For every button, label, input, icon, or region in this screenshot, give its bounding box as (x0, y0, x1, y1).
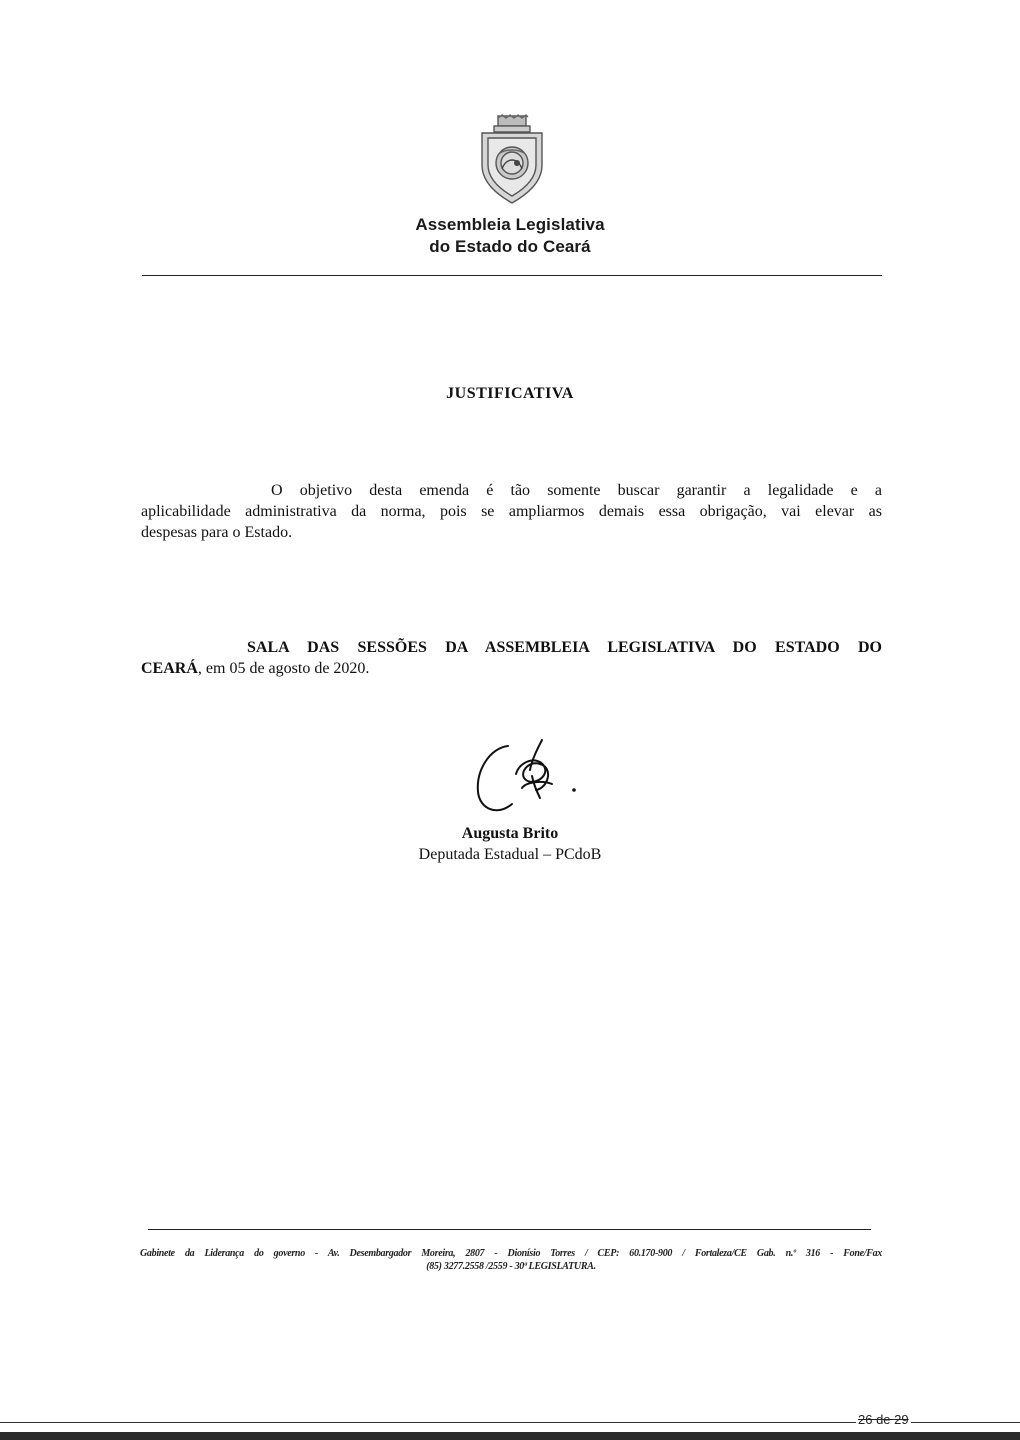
footer-divider (148, 1229, 871, 1230)
page-number: 26 de 29 (858, 1412, 909, 1427)
viewer-bottom-bar (0, 1432, 1020, 1440)
session-paragraph (141, 637, 882, 679)
header-title-line2: do Estado do Ceará (429, 237, 591, 256)
paragraph-line: despesas para o Estado. (141, 524, 293, 541)
paragraph-line: O objetivo desta emenda é tão somente buscar garantir a legalidade e a (271, 482, 882, 499)
justification-paragraph (141, 480, 882, 543)
header-divider (142, 275, 882, 276)
coat-of-arms-icon (476, 113, 548, 205)
signer-name: Augusta Brito (461, 825, 559, 842)
footer-address: Gabinete da Liderança do governo - Av. Desembargador Moreira, 2807 - Dionísio Torres / CEP: 60.170-900 / Fortaleza/CE Gab. n.º 316 - Fone/Fax (140, 1248, 882, 1259)
session-date-line (141, 658, 882, 679)
paragraph-line: aplicabilidade administrativa da norma, pois se ampliarmos demais essa obrigação, vai elevar as (141, 503, 882, 520)
header-title-line1: Assembleia Legislativa (415, 215, 605, 234)
session-place: CEARÁ (141, 660, 198, 677)
document-title: JUSTIFICATIVA (446, 385, 574, 402)
footer-contact: (85) 3277.2558 /2559 - 30ª LEGISLATURA. (426, 1261, 596, 1272)
session-line: SALA DAS SESSÕES DA ASSEMBLEIA LEGISLATIVA DO ESTADO DO (247, 639, 882, 656)
handwritten-signature (468, 730, 588, 820)
signer-role: Deputada Estadual – PCdoB (418, 846, 602, 863)
session-date: , em 05 de agosto de 2020. (197, 660, 370, 677)
